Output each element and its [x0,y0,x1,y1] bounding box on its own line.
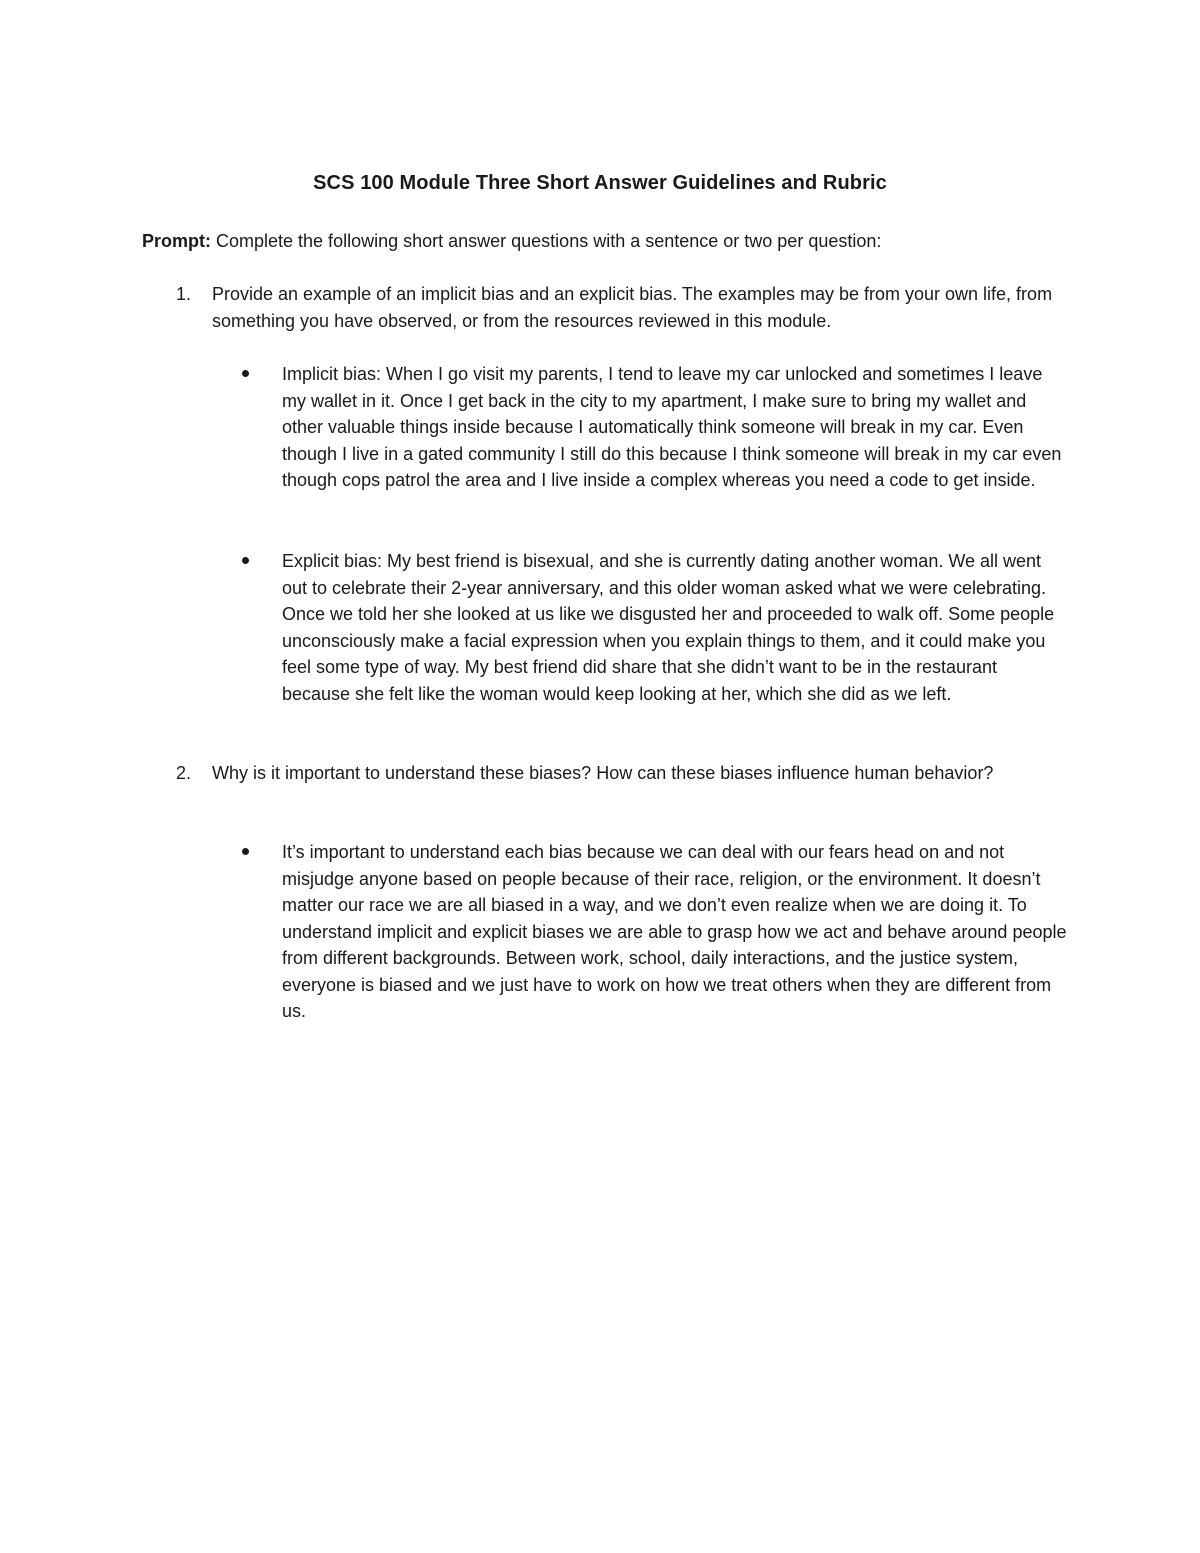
bullet-icon [242,370,249,377]
question-text: Provide an example of an implicit bias and an explicit bias. The examples may be from your own life, from something you have observed, or from the resources reviewed in this module. [212,284,1053,331]
bullet-icon [242,848,249,855]
answer-bullet [242,548,1072,707]
question-item [142,281,1072,334]
prompt-label: Prompt: [142,231,211,251]
answer-bullet [242,361,1072,494]
answer-bullet [242,839,1072,1025]
bullet-icon [242,557,249,564]
question-item [142,760,1072,787]
question-number: 1. [176,284,192,304]
answer-text: Implicit bias: When I go visit my parents, I tend to leave my car unlocked and sometimes I leave my wallet in it. Once I get back in the city to my apartment, I make sure to bring my wallet and other valuable things inside because I automatically think someone will break in my car. Even though I live in a gated community I still do this because I think someone will break in my car even though cops patrol the area and I live inside a complex whereas you need a code to get inside. [282,364,1062,490]
prompt-text: Complete the following short answer questions with a sentence or two per question: [211,231,882,251]
document-title: SCS 100 Module Three Short Answer Guidelines and Rubric [313,172,887,194]
question-number: 2. [176,763,192,783]
question-text: Why is it important to understand these biases? How can these biases influence human behavior? [212,763,994,783]
answer-text: Explicit bias: My best friend is bisexual, and she is currently dating another woman. We all went out to celebrate their 2-year anniversary, and this older woman asked what we were celebrating. Once we told her she looked at us like we disgusted her and proceeded to walk off. Some people unconsciously make a facial expression when you explain things to them, and it could make you feel some type of way. My best friend did share that she didn’t want to be in the restaurant because she felt like the woman would keep looking at her, which she did as we left. [282,551,1055,704]
answer-text: It’s important to understand each bias because we can deal with our fears head on and not misjudge anyone based on people because of their race, religion, or the environment. It doesn’t matter our race we are all biased in a way, and we don’t even realize when we are doing it. To understand implicit and explicit biases we are able to grasp how we act and behave around people from different backgrounds. Between work, school, daily interactions, and the justice system, everyone is biased and we just have to work on how we treat others when they are different from us. [282,842,1067,1021]
prompt-paragraph [142,228,1072,254]
